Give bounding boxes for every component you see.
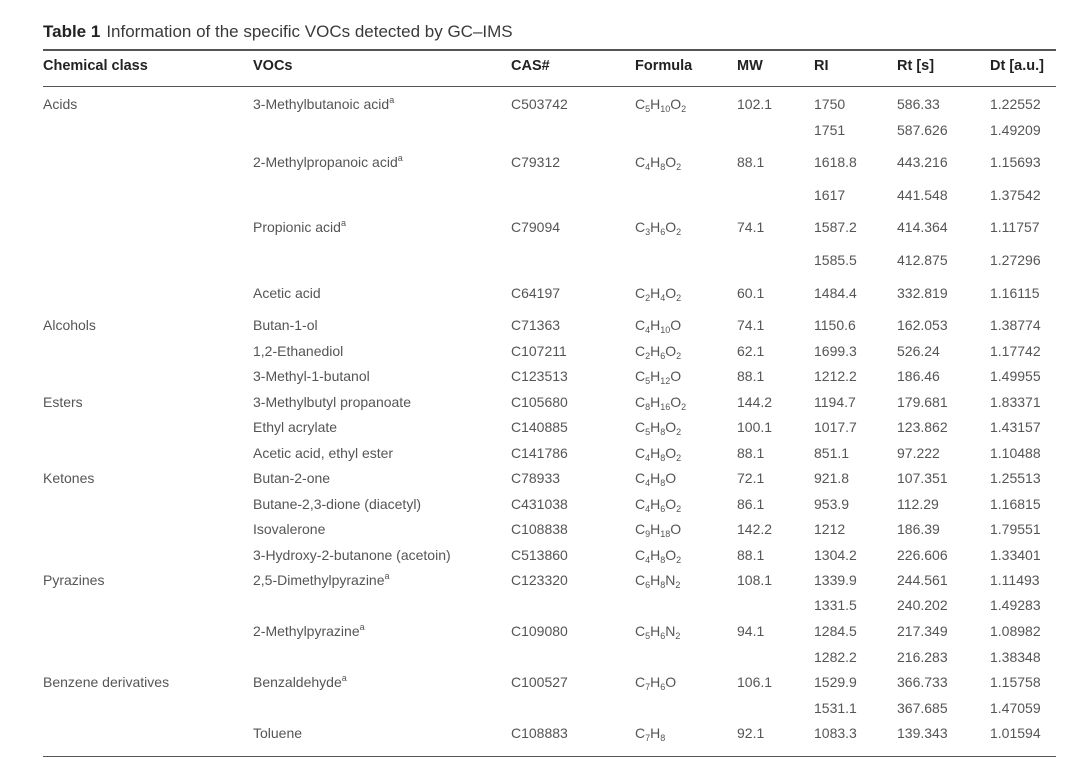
cas-number-cell: C79312 bbox=[511, 154, 561, 170]
formula-cell: $C_4H_8O_2$ bbox=[635, 445, 682, 463]
retention-index-cell: 1699.3 bbox=[814, 343, 857, 359]
cas-number-cell: C100527 bbox=[511, 674, 568, 690]
retention-index-cell: 1331.5 bbox=[814, 597, 857, 613]
cas-number-cell: C108838 bbox=[511, 521, 568, 537]
retention-time-cell: 186.46 bbox=[897, 368, 940, 384]
retention-time-cell: 414.364 bbox=[897, 219, 948, 235]
voc-name-cell: 2-Methylpyrazine$^a$ bbox=[253, 622, 365, 639]
formula-cell: $C_4H_6O_2$ bbox=[635, 496, 682, 514]
retention-index-cell: 1531.1 bbox=[814, 700, 857, 716]
retention-time-cell: 244.561 bbox=[897, 572, 948, 588]
drift-time-cell: 1.49209 bbox=[990, 122, 1041, 138]
retention-index-cell: 1083.3 bbox=[814, 725, 857, 741]
retention-time-cell: 332.819 bbox=[897, 285, 948, 301]
table-caption bbox=[43, 22, 513, 42]
chemical-class-cell: Benzene derivatives bbox=[43, 674, 170, 690]
retention-time-cell: 586.33 bbox=[897, 96, 940, 112]
formula-cell: $C_4H_8O$ bbox=[635, 470, 677, 488]
drift-time-cell: 1.25513 bbox=[990, 470, 1041, 486]
retention-index-cell: 1150.6 bbox=[814, 317, 856, 333]
voc-name-cell: 2,5-Dimethylpyrazine$^a$ bbox=[253, 571, 390, 588]
molecular-weight-cell: 74.1 bbox=[737, 219, 765, 235]
header-ri: RI bbox=[814, 58, 829, 74]
molecular-weight-cell: 88.1 bbox=[737, 445, 765, 461]
voc-name-cell: 3-Methyl-1-butanol bbox=[253, 368, 370, 384]
molecular-weight-cell: 100.1 bbox=[737, 419, 773, 435]
retention-index-cell: 1212.2 bbox=[814, 368, 857, 384]
retention-time-cell: 526.24 bbox=[897, 343, 940, 359]
retention-time-cell: 240.202 bbox=[897, 597, 948, 613]
retention-index-cell: 1585.5 bbox=[814, 252, 857, 268]
formula-cell: $C_4H_8O_2$ bbox=[635, 154, 682, 172]
molecular-weight-cell: 74.1 bbox=[737, 317, 765, 333]
drift-time-cell: 1.10488 bbox=[990, 445, 1041, 461]
cas-number-cell: C108883 bbox=[511, 725, 568, 741]
formula-cell: $C_5H_8O_2$ bbox=[635, 419, 682, 437]
header-rule bbox=[43, 86, 1056, 87]
retention-index-cell: 1282.2 bbox=[814, 649, 857, 665]
formula-cell: $C_4H_{10}O$ bbox=[635, 317, 682, 335]
retention-index-cell: 1618.8 bbox=[814, 154, 857, 170]
table-title: Information of the specific VOCs detected by GC–IMS bbox=[106, 22, 513, 41]
molecular-weight-cell: 88.1 bbox=[737, 154, 765, 170]
retention-time-cell: 412.875 bbox=[897, 252, 948, 268]
voc-name-cell: 3-Hydroxy-2-butanone (acetoin) bbox=[253, 547, 451, 563]
drift-time-cell: 1.49283 bbox=[990, 597, 1041, 613]
retention-time-cell: 139.343 bbox=[897, 725, 948, 741]
molecular-weight-cell: 86.1 bbox=[737, 496, 765, 512]
voc-name-cell: Butan-2-one bbox=[253, 470, 331, 486]
molecular-weight-cell: 108.1 bbox=[737, 572, 773, 588]
formula-cell: $C_2H_6O_2$ bbox=[635, 343, 682, 361]
molecular-weight-cell: 92.1 bbox=[737, 725, 765, 741]
retention-time-cell: 587.626 bbox=[897, 122, 948, 138]
drift-time-cell: 1.17742 bbox=[990, 343, 1041, 359]
cas-number-cell: C105680 bbox=[511, 394, 568, 410]
retention-index-cell: 1194.7 bbox=[814, 394, 856, 410]
cas-number-cell: C71363 bbox=[511, 317, 561, 333]
drift-time-cell: 1.11493 bbox=[990, 572, 1040, 588]
voc-name-cell: Benzaldehyde$^a$ bbox=[253, 673, 347, 690]
retention-time-cell: 97.222 bbox=[897, 445, 940, 461]
chemical-class-cell: Esters bbox=[43, 394, 83, 410]
molecular-weight-cell: 102.1 bbox=[737, 96, 773, 112]
header-formula: Formula bbox=[635, 58, 693, 74]
molecular-weight-cell: 88.1 bbox=[737, 368, 765, 384]
retention-time-cell: 367.685 bbox=[897, 700, 948, 716]
cas-number-cell: C78933 bbox=[511, 470, 561, 486]
top-rule bbox=[43, 49, 1056, 51]
formula-cell: $C_5H_6N_2$ bbox=[635, 623, 681, 641]
retention-time-cell: 107.351 bbox=[897, 470, 948, 486]
drift-time-cell: 1.37542 bbox=[990, 187, 1041, 203]
cas-number-cell: C64197 bbox=[511, 285, 561, 301]
drift-time-cell: 1.15758 bbox=[990, 674, 1041, 690]
voc-name-cell: 3-Methylbutyl propanoate bbox=[253, 394, 411, 410]
drift-time-cell: 1.22552 bbox=[990, 96, 1041, 112]
header-vocs: VOCs bbox=[253, 58, 293, 74]
cas-number-cell: C123320 bbox=[511, 572, 568, 588]
header-chemical-class: Chemical class bbox=[43, 58, 148, 74]
formula-cell: $C_5H_{12}O$ bbox=[635, 368, 682, 386]
formula-cell: $C_9H_{18}O$ bbox=[635, 521, 682, 539]
voc-name-cell: 1,2-Ethanediol bbox=[253, 343, 344, 359]
drift-time-cell: 1.43157 bbox=[990, 419, 1041, 435]
formula-cell: $C_7H_8$ bbox=[635, 725, 666, 743]
formula-cell: $C_6H_8N_2$ bbox=[635, 572, 681, 590]
retention-index-cell: 1484.4 bbox=[814, 285, 857, 301]
voc-name-cell: Acetic acid, ethyl ester bbox=[253, 445, 394, 461]
formula-cell: $C_3H_6O_2$ bbox=[635, 219, 682, 237]
voc-name-cell: Propionic acid$^a$ bbox=[253, 218, 346, 235]
retention-time-cell: 443.216 bbox=[897, 154, 948, 170]
molecular-weight-cell: 62.1 bbox=[737, 343, 765, 359]
cas-number-cell: C109080 bbox=[511, 623, 568, 639]
cas-number-cell: C513860 bbox=[511, 547, 568, 563]
cas-number-cell: C431038 bbox=[511, 496, 568, 512]
retention-time-cell: 179.681 bbox=[897, 394, 948, 410]
chemical-class-cell: Pyrazines bbox=[43, 572, 105, 588]
drift-time-cell: 1.49955 bbox=[990, 368, 1041, 384]
header-cas: CAS# bbox=[511, 58, 550, 74]
chemical-class-cell: Alcohols bbox=[43, 317, 96, 333]
cas-number-cell: C79094 bbox=[511, 219, 561, 235]
retention-index-cell: 1529.9 bbox=[814, 674, 857, 690]
voc-name-cell: 3-Methylbutanoic acid$^a$ bbox=[253, 95, 395, 112]
molecular-weight-cell: 60.1 bbox=[737, 285, 765, 301]
drift-time-cell: 1.16115 bbox=[990, 285, 1040, 301]
molecular-weight-cell: 72.1 bbox=[737, 470, 765, 486]
drift-time-cell: 1.01594 bbox=[990, 725, 1041, 741]
formula-cell: $C_2H_4O_2$ bbox=[635, 285, 682, 303]
voc-name-cell: Butan-1-ol bbox=[253, 317, 318, 333]
header-rt: Rt [s] bbox=[897, 58, 935, 74]
molecular-weight-cell: 94.1 bbox=[737, 623, 765, 639]
formula-cell: $C_8H_{16}O_2$ bbox=[635, 394, 687, 412]
voc-name-cell: Acetic acid bbox=[253, 285, 321, 301]
retention-index-cell: 921.8 bbox=[814, 470, 850, 486]
retention-index-cell: 1587.2 bbox=[814, 219, 857, 235]
retention-time-cell: 123.862 bbox=[897, 419, 948, 435]
formula-cell: $C_5H_{10}O_2$ bbox=[635, 96, 687, 114]
retention-index-cell: 851.1 bbox=[814, 445, 850, 461]
voc-name-cell: 2-Methylpropanoic acid$^a$ bbox=[253, 153, 403, 170]
retention-index-cell: 953.9 bbox=[814, 496, 850, 512]
drift-time-cell: 1.08982 bbox=[990, 623, 1041, 639]
drift-time-cell: 1.38348 bbox=[990, 649, 1041, 665]
retention-index-cell: 1339.9 bbox=[814, 572, 857, 588]
drift-time-cell: 1.33401 bbox=[990, 547, 1041, 563]
retention-index-cell: 1304.2 bbox=[814, 547, 857, 563]
drift-time-cell: 1.15693 bbox=[990, 154, 1041, 170]
cas-number-cell: C141786 bbox=[511, 445, 568, 461]
header-dt: Dt [a.u.] bbox=[990, 58, 1044, 74]
voc-name-cell: Isovalerone bbox=[253, 521, 326, 537]
table-label: Table 1 bbox=[43, 22, 101, 41]
retention-index-cell: 1750 bbox=[814, 96, 846, 112]
voc-name-cell: Ethyl acrylate bbox=[253, 419, 338, 435]
retention-time-cell: 441.548 bbox=[897, 187, 948, 203]
drift-time-cell: 1.38774 bbox=[990, 317, 1041, 333]
drift-time-cell: 1.47059 bbox=[990, 700, 1041, 716]
retention-time-cell: 226.606 bbox=[897, 547, 948, 563]
retention-time-cell: 366.733 bbox=[897, 674, 948, 690]
retention-time-cell: 162.053 bbox=[897, 317, 948, 333]
molecular-weight-cell: 106.1 bbox=[737, 674, 773, 690]
voc-name-cell: Butane-2,3-dione (diacetyl) bbox=[253, 496, 422, 512]
drift-time-cell: 1.11757 bbox=[990, 219, 1040, 235]
cas-number-cell: C123513 bbox=[511, 368, 568, 384]
retention-index-cell: 1212 bbox=[814, 521, 846, 537]
bottom-rule bbox=[43, 756, 1056, 757]
retention-index-cell: 1284.5 bbox=[814, 623, 857, 639]
cas-number-cell: C107211 bbox=[511, 343, 567, 359]
retention-time-cell: 216.283 bbox=[897, 649, 948, 665]
drift-time-cell: 1.79551 bbox=[990, 521, 1041, 537]
cas-number-cell: C140885 bbox=[511, 419, 568, 435]
molecular-weight-cell: 88.1 bbox=[737, 547, 765, 563]
retention-time-cell: 186.39 bbox=[897, 521, 940, 537]
voc-name-cell: Toluene bbox=[253, 725, 303, 741]
molecular-weight-cell: 144.2 bbox=[737, 394, 773, 410]
formula-cell: $C_7H_6O$ bbox=[635, 674, 677, 692]
drift-time-cell: 1.16815 bbox=[990, 496, 1041, 512]
drift-time-cell: 1.83371 bbox=[990, 394, 1041, 410]
retention-time-cell: 217.349 bbox=[897, 623, 948, 639]
formula-cell: $C_4H_8O_2$ bbox=[635, 547, 682, 565]
chemical-class-cell: Acids bbox=[43, 96, 78, 112]
retention-index-cell: 1017.7 bbox=[814, 419, 857, 435]
cas-number-cell: C503742 bbox=[511, 96, 568, 112]
retention-time-cell: 112.29 bbox=[897, 496, 939, 512]
retention-index-cell: 1617 bbox=[814, 187, 846, 203]
header-mw: MW bbox=[737, 58, 763, 74]
drift-time-cell: 1.27296 bbox=[990, 252, 1041, 268]
chemical-class-cell: Ketones bbox=[43, 470, 95, 486]
molecular-weight-cell: 142.2 bbox=[737, 521, 773, 537]
retention-index-cell: 1751 bbox=[814, 122, 846, 138]
